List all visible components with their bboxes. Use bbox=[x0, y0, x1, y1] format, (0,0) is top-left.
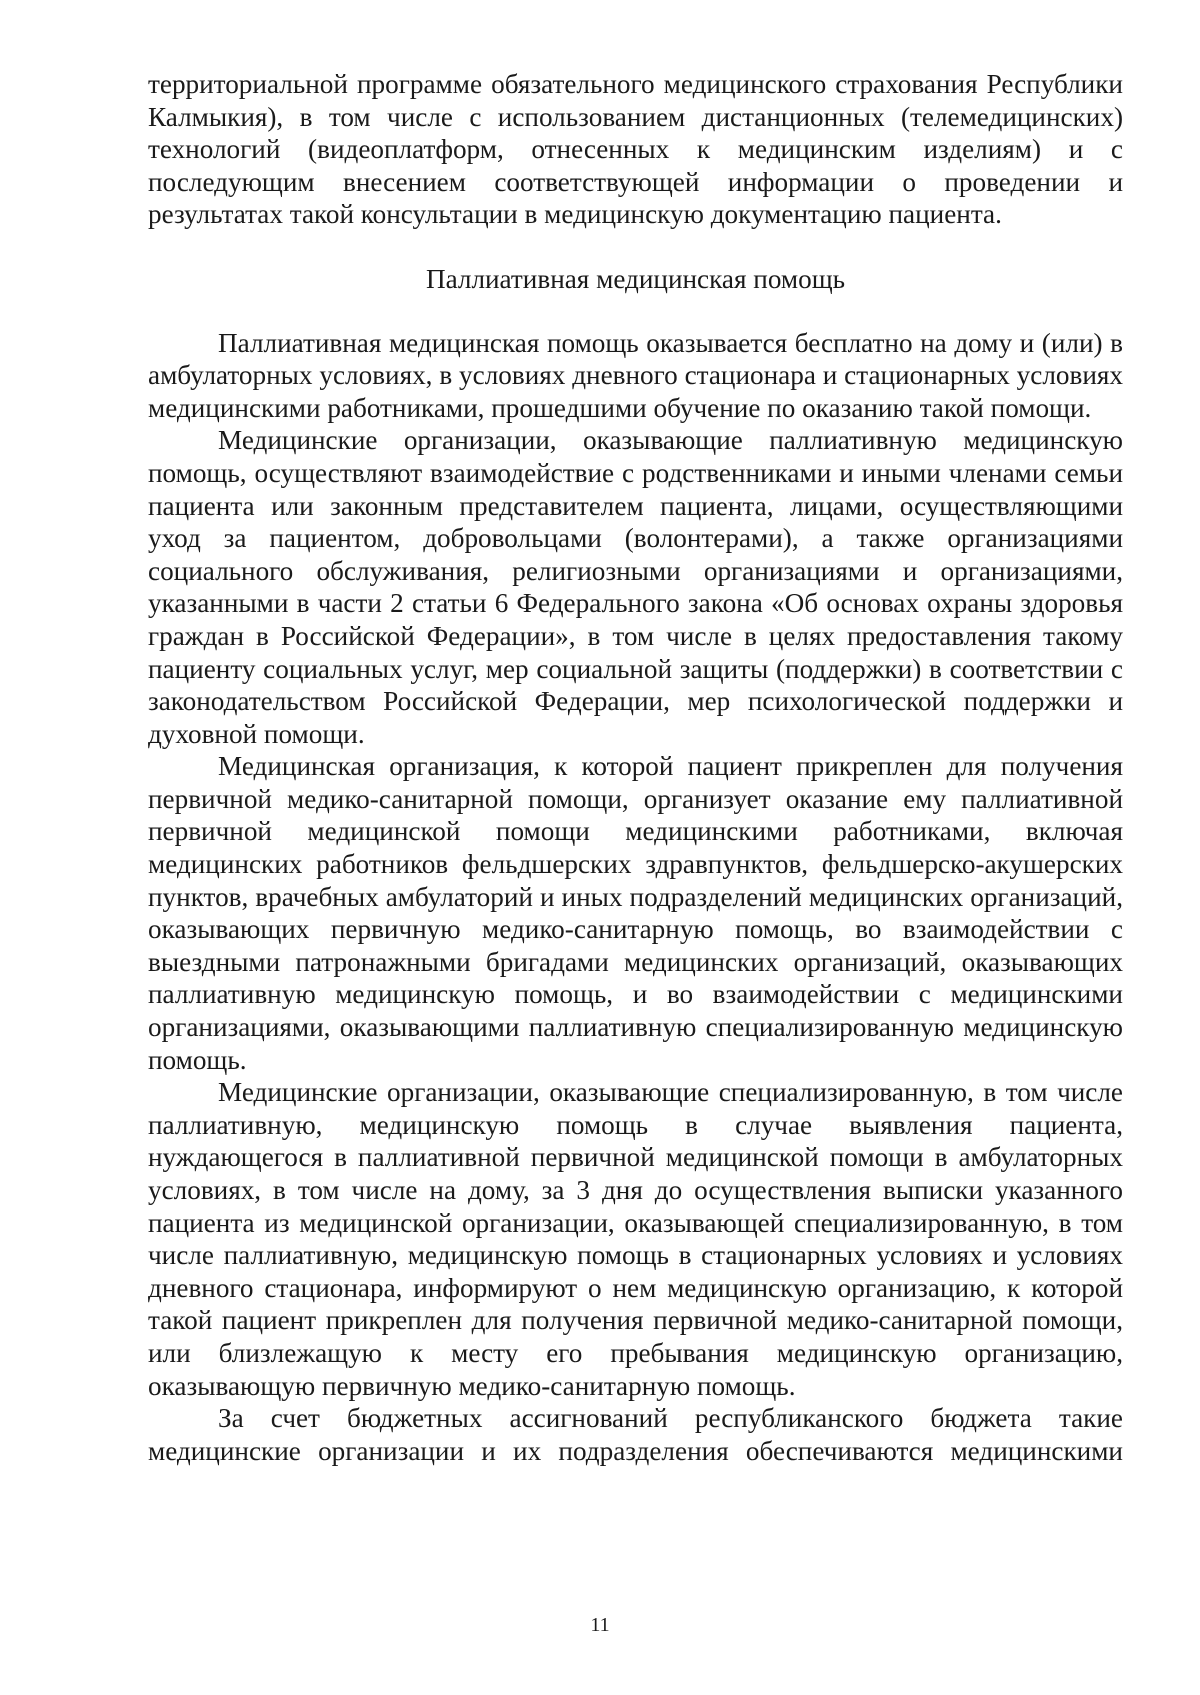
paragraph-4: Медицинские организации, оказывающие специализированную, в том числе паллиативную, медицинскую помощь в случае выявления пациента, нуждающегося в паллиативной первичной медицинской помощи в амбулаторных условиях, в том числе на дому, за 3 дня до осуществления выписки указанного пациента из медицинской организации, оказывающей специализированную, в том числе паллиативную, медицинскую помощь в стационарных условиях и условиях дневного стационара, информируют о нем медицинскую организацию, к которой такой пациент прикреплен для получения первичной медико-санитарной помощи, или близлежащую к месту его пребывания медицинскую организацию, оказывающую первичную медико-санитарную помощь. bbox=[148, 1077, 1123, 1401]
page-number: 11 bbox=[590, 1614, 610, 1636]
paragraph-1: Паллиативная медицинская помощь оказывается бесплатно на дому и (или) в амбулаторных условиях, в условиях дневного стационара и стационарных условиях медицинскими работниками, прошедшими обучение по оказанию такой помощи. bbox=[148, 327, 1123, 423]
paragraph-5: За счет бюджетных ассигнований республиканского бюджета такие медицинские организации и их подразделения обеспечиваются медицинскими bbox=[148, 1403, 1123, 1466]
paragraph-3: Медицинская организация, к которой пациент прикреплен для получения первичной медико-санитарной помощи, организует оказание ему паллиативной первичной медицинской помощи медицинскими работниками, включая медицинских работников фельдшерских здравпунктов, фельдшерско-акушерских пунктов, врачебных амбулаторий и иных подразделений медицинских организаций, оказывающих первичную медико-санитарную помощь, во взаимодействии с выездными патронажными бригадами медицинских организаций, оказывающих паллиативную медицинскую помощь, и во взаимодействии с медицинскими организациями, оказывающими паллиативную специализированную медицинскую помощь. bbox=[148, 751, 1123, 1075]
page-body bbox=[148, 68, 1123, 1467]
section-heading: Паллиативная медицинская помощь bbox=[425, 263, 846, 294]
paragraph-2: Медицинские организации, оказывающие паллиативную медицинскую помощь, осуществляют взаимодействие с родственниками и иными членами семьи пациента или законным представителем пациента, лицами, осуществляющими уход за пациентом, добровольцами (волонтерами), а также организациями социального обслуживания, религиозными организациями и организациями, указанными в части 2 статьи 6 Федерального закона «Об основах охраны здоровья граждан в Российской Федерации», в том числе в целях предоставления такому пациенту социальных услуг, мер социальной защиты (поддержки) в соответствии с законодательством Российской Федерации, мер психологической поддержки и духовной помощи. bbox=[148, 425, 1123, 749]
continuation-paragraph: территориальной программе обязательного медицинского страхования Республики Калмыкия), в том числе с использованием дистанционных (телемедицинских) технологий (видеоплатформ, отнесенных к медицинским изделиям) и с последующим внесением соответствующей информации о проведении и результатах такой консультации в медицинскую документацию пациента. bbox=[148, 69, 1123, 230]
